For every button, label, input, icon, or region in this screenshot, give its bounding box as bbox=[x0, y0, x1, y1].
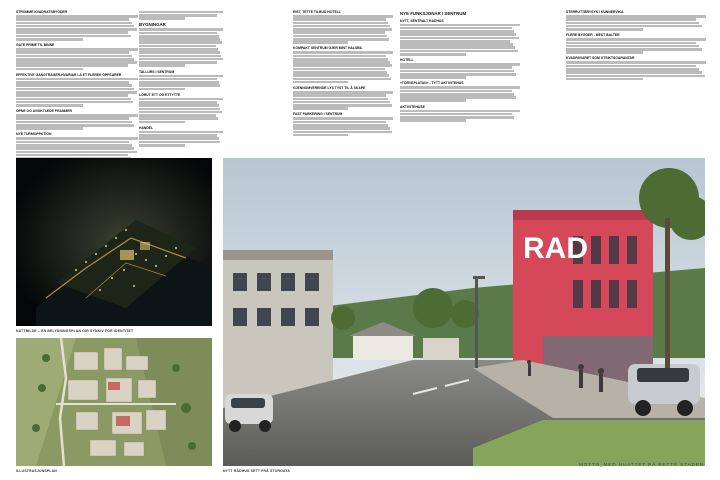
text-line bbox=[566, 25, 702, 28]
text-line bbox=[293, 18, 386, 21]
body-text-block bbox=[400, 63, 520, 79]
text-line bbox=[400, 66, 512, 69]
text-line bbox=[139, 55, 221, 58]
text-line bbox=[566, 28, 643, 31]
section-heading: STROMME KVADRATSBYGDER bbox=[16, 10, 68, 14]
text-line bbox=[139, 88, 185, 91]
section-heading: NYE FUNKSJONAR I SENTRUM bbox=[400, 11, 467, 16]
text-line bbox=[566, 51, 643, 54]
text-line bbox=[293, 107, 348, 110]
body-text-block bbox=[566, 15, 706, 31]
text-line bbox=[16, 94, 128, 97]
text-line bbox=[293, 98, 388, 101]
text-line bbox=[293, 35, 387, 38]
text-line bbox=[400, 96, 516, 99]
text-line bbox=[400, 27, 512, 30]
text-line bbox=[16, 15, 138, 18]
text-line bbox=[16, 35, 131, 38]
text-line bbox=[566, 48, 702, 51]
text-line bbox=[293, 121, 386, 124]
text-line bbox=[139, 101, 217, 104]
body-text-block bbox=[139, 11, 223, 20]
section-heading: EFFEKTIVE GANGTRAGER-HVARIAR LA ET FLEREE OPPSARER bbox=[16, 72, 122, 77]
text-line bbox=[139, 141, 220, 144]
text-line bbox=[16, 141, 129, 144]
text-line bbox=[400, 37, 519, 40]
night-aerial-graphic bbox=[16, 158, 212, 326]
text-line bbox=[293, 78, 391, 81]
text-line bbox=[566, 61, 706, 64]
text-line bbox=[400, 50, 518, 53]
text-line bbox=[16, 101, 133, 104]
body-text-block bbox=[293, 91, 393, 110]
text-line bbox=[400, 63, 520, 66]
text-line bbox=[293, 51, 393, 54]
text-line bbox=[400, 43, 513, 46]
body-text-block bbox=[139, 28, 223, 67]
text-column-5 bbox=[566, 10, 706, 83]
text-line bbox=[566, 15, 706, 18]
text-line bbox=[16, 144, 132, 147]
text-line bbox=[139, 17, 185, 20]
text-line bbox=[400, 73, 516, 76]
text-line bbox=[139, 35, 219, 38]
text-line bbox=[400, 46, 515, 49]
text-line bbox=[139, 38, 220, 41]
section-heading: HOTELL bbox=[400, 58, 414, 63]
text-line bbox=[293, 127, 390, 130]
text-line bbox=[16, 137, 138, 140]
text-line bbox=[293, 28, 392, 31]
body-text-block bbox=[293, 51, 393, 83]
section-heading: GJENNOMVERENDE LYS TYST TIL Å SKAPE bbox=[293, 85, 366, 90]
night-image-caption: NATTBILDE – EN BELYSNINGSPLAN GIR SYNKIV FOR IDENTITET bbox=[16, 329, 134, 333]
text-line bbox=[566, 68, 699, 71]
text-line bbox=[16, 127, 83, 130]
text-line bbox=[16, 117, 129, 120]
body-text-block bbox=[16, 48, 138, 70]
text-line bbox=[293, 25, 390, 28]
text-line bbox=[139, 137, 219, 140]
text-line bbox=[139, 32, 217, 35]
text-line bbox=[400, 110, 520, 113]
text-line bbox=[139, 64, 185, 67]
text-line bbox=[293, 58, 388, 61]
text-line bbox=[566, 22, 699, 25]
body-text-block bbox=[16, 78, 138, 107]
body-text-block bbox=[566, 61, 706, 80]
text-line bbox=[16, 25, 134, 28]
text-line bbox=[16, 55, 132, 58]
text-line bbox=[139, 78, 217, 81]
text-line bbox=[139, 117, 218, 120]
body-text-block bbox=[293, 117, 393, 136]
section-heading: KOMPAKT SENTRUM GJER MINT HALSBIL bbox=[293, 46, 363, 51]
text-line bbox=[16, 31, 128, 34]
text-line bbox=[293, 55, 386, 58]
text-line bbox=[400, 30, 514, 33]
text-line bbox=[139, 11, 223, 14]
text-line bbox=[566, 75, 705, 78]
text-line bbox=[400, 76, 466, 79]
text-line bbox=[400, 99, 466, 102]
text-line bbox=[293, 124, 388, 127]
section-heading: RIST, TETTE TILBUD HOTELL bbox=[293, 10, 341, 14]
plan-image-caption: ILLUSTRASJONSPLAN bbox=[16, 469, 57, 473]
night-aerial-image bbox=[16, 158, 212, 326]
text-line bbox=[16, 81, 129, 84]
text-line bbox=[16, 22, 132, 25]
text-line bbox=[293, 68, 385, 71]
text-line bbox=[139, 45, 216, 48]
text-line bbox=[139, 131, 223, 134]
text-line bbox=[400, 53, 466, 56]
text-line bbox=[139, 104, 219, 107]
section-heading: HANDEL bbox=[139, 125, 154, 130]
text-line bbox=[16, 124, 134, 127]
text-line bbox=[16, 61, 137, 64]
text-column-4 bbox=[400, 10, 520, 125]
section-heading: AKTIVITEHUSE bbox=[400, 104, 425, 109]
text-column-1 bbox=[16, 10, 138, 169]
text-line bbox=[16, 154, 128, 157]
section-heading: STERRUTTBRYSYN I KUNNERVIKA bbox=[566, 10, 624, 14]
text-line bbox=[139, 81, 219, 84]
section-heading: OPNE OG AVSIKTLEDE PRANMER bbox=[16, 109, 72, 114]
text-line bbox=[139, 111, 222, 114]
body-text-block bbox=[16, 15, 138, 41]
text-line bbox=[293, 15, 393, 18]
text-line bbox=[16, 88, 134, 91]
text-line bbox=[139, 61, 217, 64]
text-line bbox=[139, 84, 220, 87]
text-line bbox=[16, 28, 137, 31]
text-line bbox=[139, 134, 217, 137]
render-sign: RAD bbox=[523, 232, 588, 265]
text-line bbox=[16, 18, 129, 21]
section-heading: FAST PARKERING I SENTRUM bbox=[293, 112, 343, 117]
body-text-block bbox=[400, 24, 520, 56]
text-line bbox=[139, 108, 220, 111]
text-line bbox=[16, 58, 134, 61]
text-line bbox=[400, 116, 514, 119]
text-line bbox=[566, 65, 696, 68]
text-line bbox=[16, 78, 138, 81]
text-column-3 bbox=[293, 10, 393, 139]
text-line bbox=[16, 98, 131, 101]
street-render-graphic bbox=[223, 158, 705, 466]
illustration-plan-image bbox=[16, 338, 212, 466]
text-line bbox=[139, 75, 223, 78]
text-line bbox=[16, 48, 138, 51]
body-text-block bbox=[400, 110, 520, 122]
text-line bbox=[566, 38, 706, 41]
section-heading: «TORVEPLATAN» - TYTT AKTIVITEHUS bbox=[400, 81, 464, 86]
text-line bbox=[16, 68, 83, 71]
text-line bbox=[16, 84, 132, 87]
text-line bbox=[293, 104, 392, 107]
text-line bbox=[16, 91, 137, 94]
text-line bbox=[400, 113, 512, 116]
text-line bbox=[293, 64, 392, 67]
text-column-2 bbox=[139, 10, 223, 149]
text-line bbox=[400, 86, 520, 89]
section-heading: LORUT ETT OG ETTYTTE bbox=[139, 92, 181, 97]
text-line bbox=[400, 40, 510, 43]
body-text-block bbox=[139, 98, 223, 124]
section-heading: NYE TURMOPPKTION bbox=[16, 132, 52, 137]
text-line bbox=[139, 48, 218, 51]
text-line bbox=[16, 147, 134, 150]
text-line bbox=[293, 94, 386, 97]
town-hall-render-image bbox=[223, 158, 705, 466]
text-line bbox=[566, 42, 696, 45]
text-line bbox=[293, 71, 387, 74]
text-line bbox=[16, 51, 129, 54]
section-heading: TALLURS I SENTRUM bbox=[139, 69, 175, 74]
text-line bbox=[293, 131, 392, 134]
text-line bbox=[139, 114, 216, 117]
text-line bbox=[16, 38, 83, 41]
text-line bbox=[139, 14, 217, 17]
project-motto: MOTTO_MED HUATTET PÅ RETTE STADEN bbox=[578, 463, 704, 468]
text-line bbox=[566, 71, 702, 74]
text-line bbox=[293, 91, 393, 94]
text-line bbox=[293, 81, 348, 84]
body-text-block bbox=[139, 75, 223, 91]
section-heading: GATE PRIME TIL BINNE bbox=[16, 43, 55, 48]
text-line bbox=[293, 74, 389, 77]
text-line bbox=[139, 144, 185, 147]
text-line bbox=[16, 151, 137, 154]
text-line bbox=[400, 90, 512, 93]
text-line bbox=[566, 45, 699, 48]
body-text-block bbox=[139, 131, 223, 147]
text-line bbox=[293, 22, 388, 25]
body-text-block bbox=[293, 15, 393, 44]
text-line bbox=[293, 61, 390, 64]
section-heading: NYTT, SENTRALT RADHUS bbox=[400, 18, 444, 23]
text-line bbox=[16, 121, 132, 124]
section-heading: BYGNINGAR bbox=[139, 22, 166, 28]
site-plan-graphic bbox=[16, 338, 212, 466]
text-line bbox=[139, 41, 222, 44]
text-line bbox=[293, 134, 348, 137]
body-text-block bbox=[566, 38, 706, 54]
text-line bbox=[566, 78, 643, 81]
text-line bbox=[293, 31, 385, 34]
text-line bbox=[400, 70, 514, 73]
text-line bbox=[16, 104, 83, 107]
section-heading: KVADRIVIARET SOM UTSIKTSGARANTAR bbox=[566, 56, 635, 61]
text-line bbox=[16, 64, 128, 67]
section-heading: FLERE BYGGER - MEST BALTER bbox=[566, 33, 620, 38]
text-line bbox=[293, 41, 348, 44]
text-line bbox=[293, 117, 393, 120]
text-line bbox=[293, 101, 390, 104]
body-text-block bbox=[16, 114, 138, 130]
text-line bbox=[139, 98, 223, 101]
text-line bbox=[400, 93, 514, 96]
text-line bbox=[400, 119, 466, 122]
body-text-block bbox=[400, 86, 520, 102]
text-line bbox=[566, 18, 696, 21]
text-line bbox=[293, 38, 389, 41]
text-line bbox=[16, 114, 138, 117]
text-line bbox=[400, 33, 516, 36]
render-image-caption: NYTT RÅDHUS SETT FRÅ STORGATA bbox=[223, 469, 291, 473]
text-line bbox=[139, 28, 223, 31]
text-line bbox=[139, 58, 223, 61]
text-line bbox=[400, 24, 520, 27]
text-line bbox=[139, 121, 185, 124]
text-line bbox=[139, 51, 220, 54]
